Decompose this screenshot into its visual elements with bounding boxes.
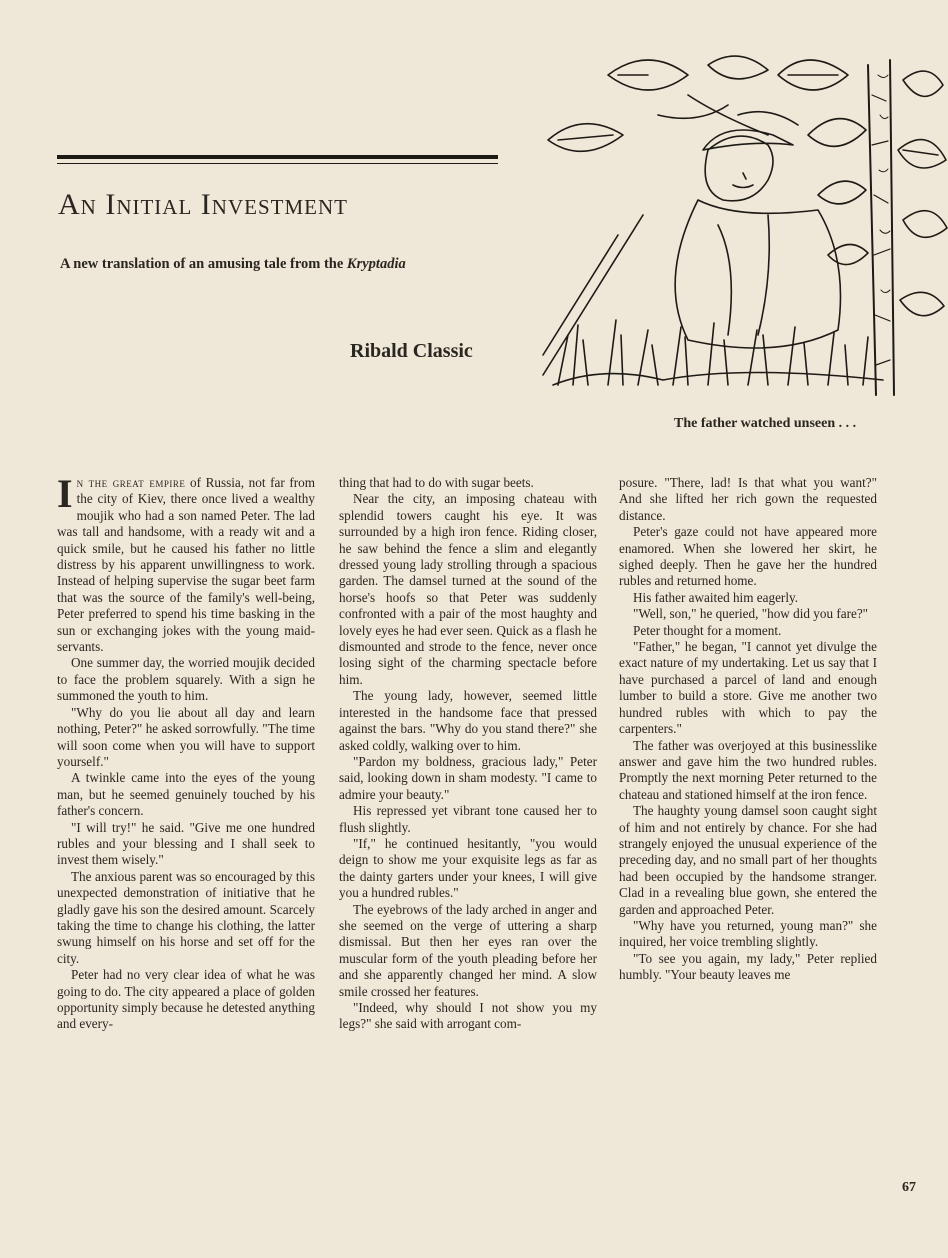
paragraph: The anxious parent was so encouraged by this unexpected demonstration of initiative that he gladly gave his son the desired amount. Scarcely taking the time to change his clothing, the latter swung himself on his horse and set off for the city. [57,868,315,966]
paragraph: His repressed yet vibrant tone caused her to flush slightly. [339,803,597,835]
figure-head [705,136,773,201]
article-subtitle [60,256,530,273]
paragraph: "To see you again, my lady," Peter replied humbly. "Your beauty leaves me [619,950,877,983]
leaf [903,71,943,96]
paragraph: The father was overjoyed at this businesslike answer and gave him the two hundred rubles. Promptly the next morning Peter returned to the chateau and stationed himself at the iron fence. [619,737,877,802]
subtitle-text: A new translation of an amusing tale from the [60,256,347,272]
leaf [778,60,848,90]
article-column-3 [619,475,877,984]
paragraph: "Well, son," he queried, "how did you fare?" [633,606,869,622]
leaf [818,181,866,204]
leaf [708,56,768,79]
paragraph: Peter had no very clear idea of what he was going to do. The city appeared a place of golden opportunity simply because he detested anything and every- [57,967,315,1032]
article-column-1 [57,471,316,1033]
lead-paragraph [57,471,316,655]
figure-cap [703,130,793,150]
illustration-caption: The father watched unseen . . . [674,416,857,431]
lead-smallcaps: n the great empire [76,475,186,490]
leaf [900,292,944,315]
article-column-2 [339,475,597,1033]
leaf [808,119,866,147]
title-rule-thick [57,155,498,159]
paragraph-continued: posure. "There, lad! Is that what you want?" And she lifted her rich gown the requested distance. [619,475,877,523]
lead-text: of Russia, not far from the city of Kiev, there once lived a wealthy moujik who had a son named Peter. The lad was tall and handsome, with a ready wit and a quick smile, but he caused his father no little distress by his apparent unwillingness to work. Instead of helping supervise the sugar beet farm that was the source of the family's well-being, Peter preferred to spend his time basking in the sun or exchanging jokes with the young maid-servants. [57,475,316,655]
leaf [548,124,623,152]
paragraph: Near the city, an imposing chateau with splendid towers caught his eye. It was surrounded by a high iron fence. Riding closer, he saw behind the fence a slim and elegantly dressed young lady strolling through a spacious garden. The damsel turned at the sound of the horse's hoofs so that Peter was suddenly confronted with a pair of the most haughty and lovely eyes he had ever seen. Quick as a flash he dismounted and strode to the fence, never once losing sight of the charming spectacle before him. [339,491,597,687]
leaf [903,211,947,238]
paragraph: One summer day, the worried moujik decided to face the problem squarely. With a sign he summoned the youth to him. [57,655,315,704]
paragraph: Peter's gaze could not have appeared more enamored. When she lowered her skirt, he sighed deeply. Then he gave her the hundred rubles and returned home. [619,524,877,589]
tree-trunk [868,60,894,395]
page-number: 67 [902,1180,916,1195]
paragraph: "Pardon my boldness, gracious lady," Peter said, looking down in sham modesty. "I came to admire your beauty." [339,753,597,802]
title-rule-thin [57,163,498,164]
paragraph: "If," he continued hesitantly, "you would deign to show me your exquisite legs as far as the dainty garters under your knees, I will give you a hundred rubles." [339,835,597,901]
figure-body [675,200,840,348]
leaf [608,60,688,90]
paragraph: Peter thought for a moment. [633,622,782,638]
article-title: An Initial Investment [58,188,348,221]
paragraph: "Indeed, why should I not show you my legs?" she said with arrogant com- [339,1000,597,1032]
drop-cap: I [57,471,73,516]
subtitle-emphasis: Kryptadia [346,256,406,272]
paragraph: "I will try!" he said. "Give me one hundred rubles and your blessing and I shall seek to invest them wisely." [57,819,315,868]
paragraph: "Why have you returned, young man?" she inquired, her voice trembling slightly. [619,917,877,950]
illustration [538,55,948,400]
paragraph: The young lady, however, seemed little interested in the handsome face that pressed against the bars. "Why do you stand there?" she asked coldly, walking over to him. [339,688,597,753]
paragraph: "Father," he began, "I cannot yet divulge the exact nature of my undertaking. Let us say that I have purchased a parcel of land and enough lumber to build a store. Give me another two hundred rubles with which to pay the carpenters." [619,639,877,737]
paragraph: The eyebrows of the lady arched in anger and she seemed on the verge of uttering a sharp dismissal. But then her eyes ran over the muscular form of the youth pleading before her and she apparently changed her mind. A slow smile crossed her features. [339,901,597,999]
department-label: Ribald Classic [350,340,473,362]
paragraph: A twinkle came into the eyes of the young man, but he seemed genuinely touched by his father's concern. [57,770,315,819]
paragraph: His father awaited him eagerly. [633,589,799,605]
paragraph: "Why do you lie about all day and learn nothing, Peter?" he asked sorrowfully. "The time will soon come when you will have to support yourself." [57,704,315,769]
leaf [898,140,946,168]
branch [543,215,643,375]
paragraph-continued: thing that had to do with sugar beets. [339,475,534,490]
paragraph: The haughty young damsel soon caught sight of him and not entirely by chance. For she had strangely enjoyed the unusual experience of the preceding day, and no small part of her thoughts had been occupied by the handsome stranger. Clad in a revealing blue gown, she entered the garden and approached Peter. [619,803,877,917]
